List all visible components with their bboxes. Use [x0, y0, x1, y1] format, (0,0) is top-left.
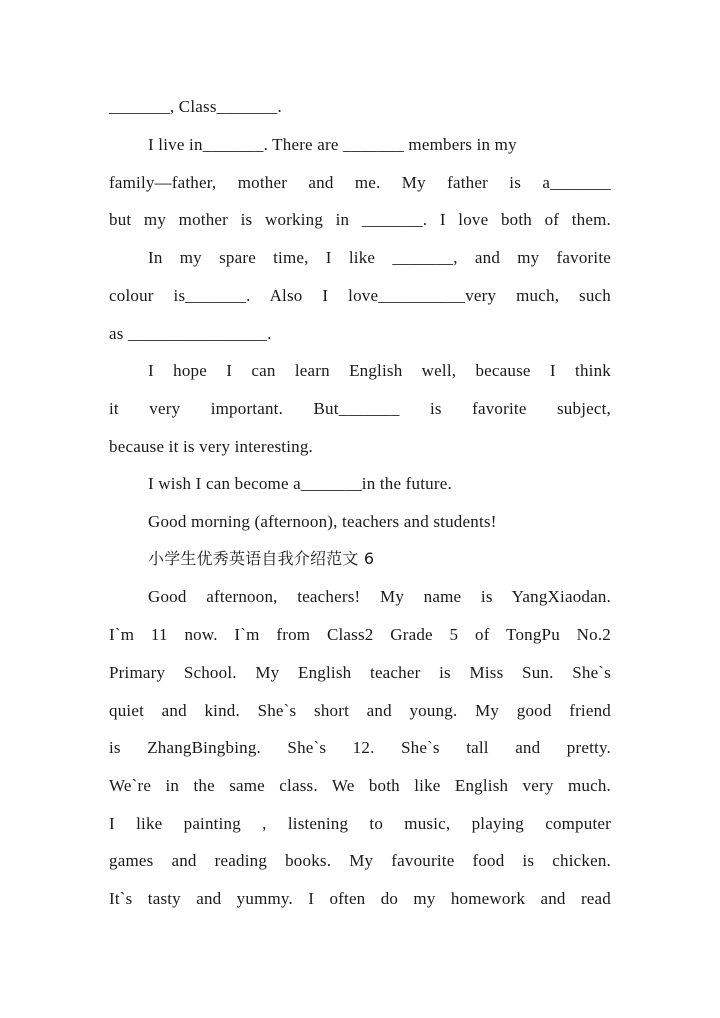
text-line: I live in_______. There are _______ members in my	[148, 135, 517, 154]
text-line: it very important. But_______ is favorite subject,	[109, 399, 611, 418]
text-line: I wish I can become a_______in the future.	[148, 474, 452, 493]
text-line: as ________________.	[109, 324, 272, 343]
text-line: family—father, mother and me. My father is a_______	[109, 173, 611, 192]
text-line: is ZhangBingbing. She`s 12. She`s tall and pretty.	[109, 738, 611, 757]
text-line: colour is_______. Also I love__________very much, such	[109, 286, 611, 305]
text-line: I like painting , listening to music, playing computer	[109, 814, 611, 833]
text-line: We`re in the same class. We both like English very much.	[109, 776, 611, 795]
text-line: I hope I can learn English well, because I think	[148, 361, 611, 380]
text-line: Good afternoon, teachers! My name is YangXiaodan.	[148, 587, 611, 606]
text-line: quiet and kind. She`s short and young. My good friend	[109, 701, 611, 720]
text-line: because it is very interesting.	[109, 437, 313, 456]
section-heading: 小学生优秀英语自我介绍范文 6	[148, 549, 375, 568]
text-line: _______, Class_______.	[109, 97, 282, 116]
text-line: In my spare time, I like _______, and my favorite	[148, 248, 611, 267]
text-line: Primary School. My English teacher is Miss Sun. She`s	[109, 663, 611, 682]
text-line: Good morning (afternoon), teachers and students!	[148, 512, 497, 531]
text-line: I`m 11 now. I`m from Class2 Grade 5 of TongPu No.2	[109, 625, 611, 644]
text-line: but my mother is working in _______. I love both of them.	[109, 210, 611, 229]
text-line: It`s tasty and yummy. I often do my homework and read	[109, 889, 611, 908]
text-line: games and reading books. My favourite food is chicken.	[109, 851, 611, 870]
